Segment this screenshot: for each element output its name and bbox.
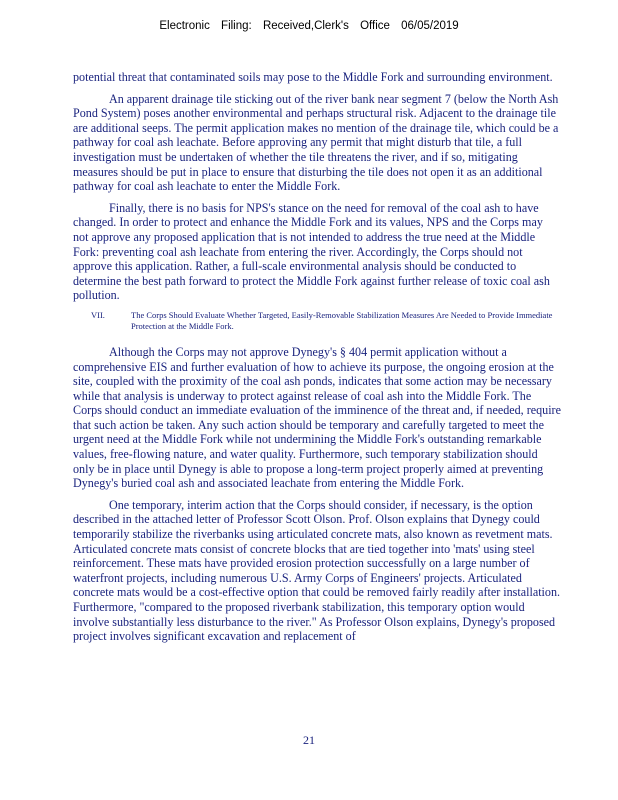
- section-title: The Corps Should Evaluate Whether Targeted, Easily-Removable Stabilization Measures Are Needed to Provide Immediate Protection at the Middle Fork.: [131, 309, 553, 332]
- filing-header: [0, 20, 618, 32]
- header-electronic: Electronic: [159, 20, 210, 32]
- page-number: 21: [303, 733, 315, 747]
- paragraph-nps-stance: Finally, there is no basis for NPS's stance on the need for removal of the coal ash to have changed. In order to protect and enhance the Middle Fork and its values, NPS and the Corps may not approve any proposed application that is not intended to address the true need at the Middle Fork: preventing coal ash leachate from entering the river. Accordingly, the Corps should not approve this application. Rather, a full-scale environmental analysis should be conducted to determine the best path forward to protect the Middle Fork against further release of toxic coal ash pollution.: [73, 200, 550, 303]
- paragraph-continuation: potential threat that contaminated soils may pose to the Middle Fork and surrounding environment.: [73, 70, 553, 84]
- header-date: 06/05/2019: [401, 20, 459, 32]
- header-received: Received,Clerk's: [262, 20, 349, 32]
- section-number: VII.: [91, 309, 105, 320]
- paragraph-interim-action: Although the Corps may not approve Dynegy's § 404 permit application without a comprehensive EIS and further evaluation of how to achieve its purpose, the ongoing erosion at the site, coupled with the proximity of the coal ash ponds, indicates that some action may be necessary while that analysis is underway to protect against release of coal ash into the Middle Fork. The Corps should conduct an immediate evaluation of the imminence of the threat and, if needed, require that such action be taken. Any such action should be temporary and carefully targeted to meet the urgent need at the Middle Fork while not undermining the Middle Fork's outstanding remarkable values, free-flowing nature, and water quality. Furthermore, such temporary stabilization should only be in place until Dynegy is able to propose a long-term project properly aimed at preventing Dynegy's buried coal ash and associated leachate from entering the Middle Fork.: [73, 344, 561, 491]
- section-heading: [91, 310, 561, 333]
- paragraph-olson-option: One temporary, interim action that the Corps should consider, if necessary, is the option described in the attached letter of Professor Scott Olson. Prof. Olson explains that Dynegy could temporarily stabilize the riverbanks using articulated concrete mats, also known as revetment mats. Articulated concrete mats consist of concrete blocks that are tied together into 'mats' using steel reinforcement. These mats have provided erosion protection successfully on a large number of waterfront projects, including numerous U.S. Army Corps of Engineers' projects. Articulated concrete mats would be a cost-effective option that could be removed fairly readily after installation. Furthermore, "compared to the proposed riverbank stabilization, this temporary option would involve substantially less disturbance to the river." As Professor Olson explains, Dynegy's proposed project involves significant excavation and replacement of: [73, 497, 561, 644]
- header-office: Office: [360, 20, 390, 32]
- paragraph-drainage-tile: An apparent drainage tile sticking out of the river bank near segment 7 (below the North Ash Pond System) poses another environmental and perhaps structural risk. Adjacent to the drainage tile are additional seeps. The permit application makes no mention of the drainage tile, which could be a pathway for coal ash leachate. Before approving any permit that might disturb that tile, a full investigation must be undertaken of whether the tile threatens the river, and if so, mitigating measures should be put in place to ensure that disturbing the tile does not open it as an additional pathway for coal ash leachate to enter the Middle Fork.: [73, 91, 559, 194]
- document-body: [73, 70, 561, 651]
- header-filing: Filing:: [221, 20, 252, 32]
